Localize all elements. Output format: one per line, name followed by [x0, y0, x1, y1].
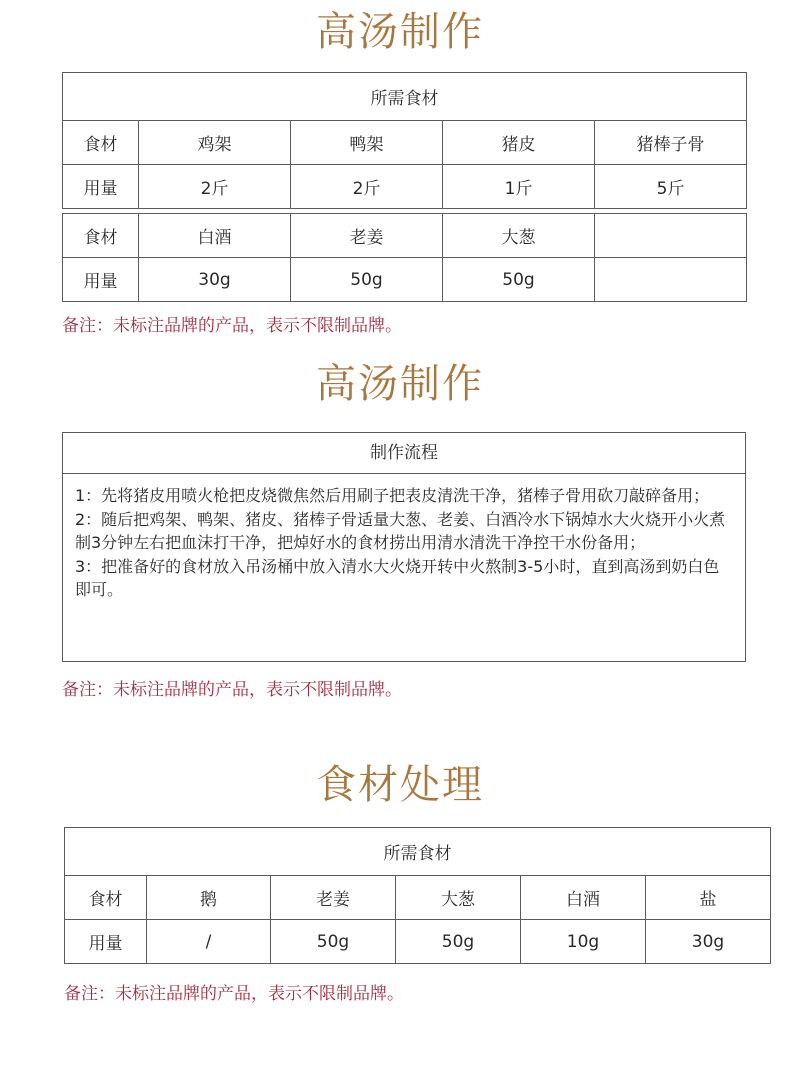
ingredients-table-1b [62, 213, 747, 302]
row-label-ingredient: 食材 [63, 214, 139, 258]
process-step: 3：把准备好的食材放入吊汤桶中放入清水大火烧开转中火熬制3-5小时，直到高汤到奶白色即可。 [75, 556, 720, 599]
row-label-amount: 用量 [65, 920, 147, 964]
row-label-ingredient: 食材 [63, 121, 139, 165]
process-step: 1：先将猪皮用喷火枪把皮烧微焦然后用刷子把表皮清洗干净，猪棒子骨用砍刀敲碎备用； [75, 486, 710, 505]
ingredients-table-1 [62, 72, 747, 209]
row-label-amount: 用量 [63, 258, 139, 302]
table-title: 所需食材 [65, 828, 771, 876]
amount-cell: 5斤 [595, 165, 747, 209]
section3-note: 备注：未标注品牌的产品，表示不限制品牌。 [64, 984, 404, 1004]
amount-cell: 30g [646, 920, 771, 964]
ingredient-cell: 大葱 [443, 214, 595, 258]
ingredient-cell: 鸡架 [139, 121, 291, 165]
amount-cell: 30g [139, 258, 291, 302]
ingredient-cell [595, 214, 747, 258]
section3-heading: 食材处理 [316, 762, 484, 808]
ingredient-cell: 老姜 [291, 214, 443, 258]
amount-cell: 2斤 [291, 165, 443, 209]
ingredient-cell: 白酒 [139, 214, 291, 258]
amount-cell: 2斤 [139, 165, 291, 209]
ingredient-cell: 白酒 [521, 876, 646, 920]
section1-heading: 高汤制作 [316, 9, 484, 55]
section2-note: 备注：未标注品牌的产品，表示不限制品牌。 [62, 680, 402, 700]
ingredient-cell: 鹅 [147, 876, 271, 920]
section1-note: 备注：未标注品牌的产品，表示不限制品牌。 [62, 316, 402, 336]
table-title: 所需食材 [63, 73, 747, 121]
ingredient-cell: 猪皮 [443, 121, 595, 165]
amount-cell: 50g [291, 258, 443, 302]
process-box-title: 制作流程 [63, 433, 745, 474]
ingredient-cell: 大葱 [396, 876, 521, 920]
amount-cell: 50g [443, 258, 595, 302]
amount-cell: 50g [396, 920, 521, 964]
ingredients-table-3 [64, 827, 771, 964]
ingredient-cell: 盐 [646, 876, 771, 920]
row-label-ingredient: 食材 [65, 876, 147, 920]
ingredient-cell: 猪棒子骨 [595, 121, 747, 165]
section2-heading: 高汤制作 [316, 361, 484, 407]
process-step: 2：随后把鸡架、鸭架、猪皮、猪棒子骨适量大葱、老姜、白酒冷水下锅焯水大火烧开小火煮制3分钟左右把血沫打干净，把焯好水的食材捞出用清水清洗干净控干水份备用； [75, 509, 726, 552]
amount-cell: 10g [521, 920, 646, 964]
amount-cell: / [147, 920, 271, 964]
ingredient-cell: 鸭架 [291, 121, 443, 165]
amount-cell [595, 258, 747, 302]
ingredient-cell: 老姜 [271, 876, 396, 920]
amount-cell: 50g [271, 920, 396, 964]
amount-cell: 1斤 [443, 165, 595, 209]
process-box [62, 432, 746, 662]
process-steps [63, 474, 745, 602]
row-label-amount: 用量 [63, 165, 139, 209]
